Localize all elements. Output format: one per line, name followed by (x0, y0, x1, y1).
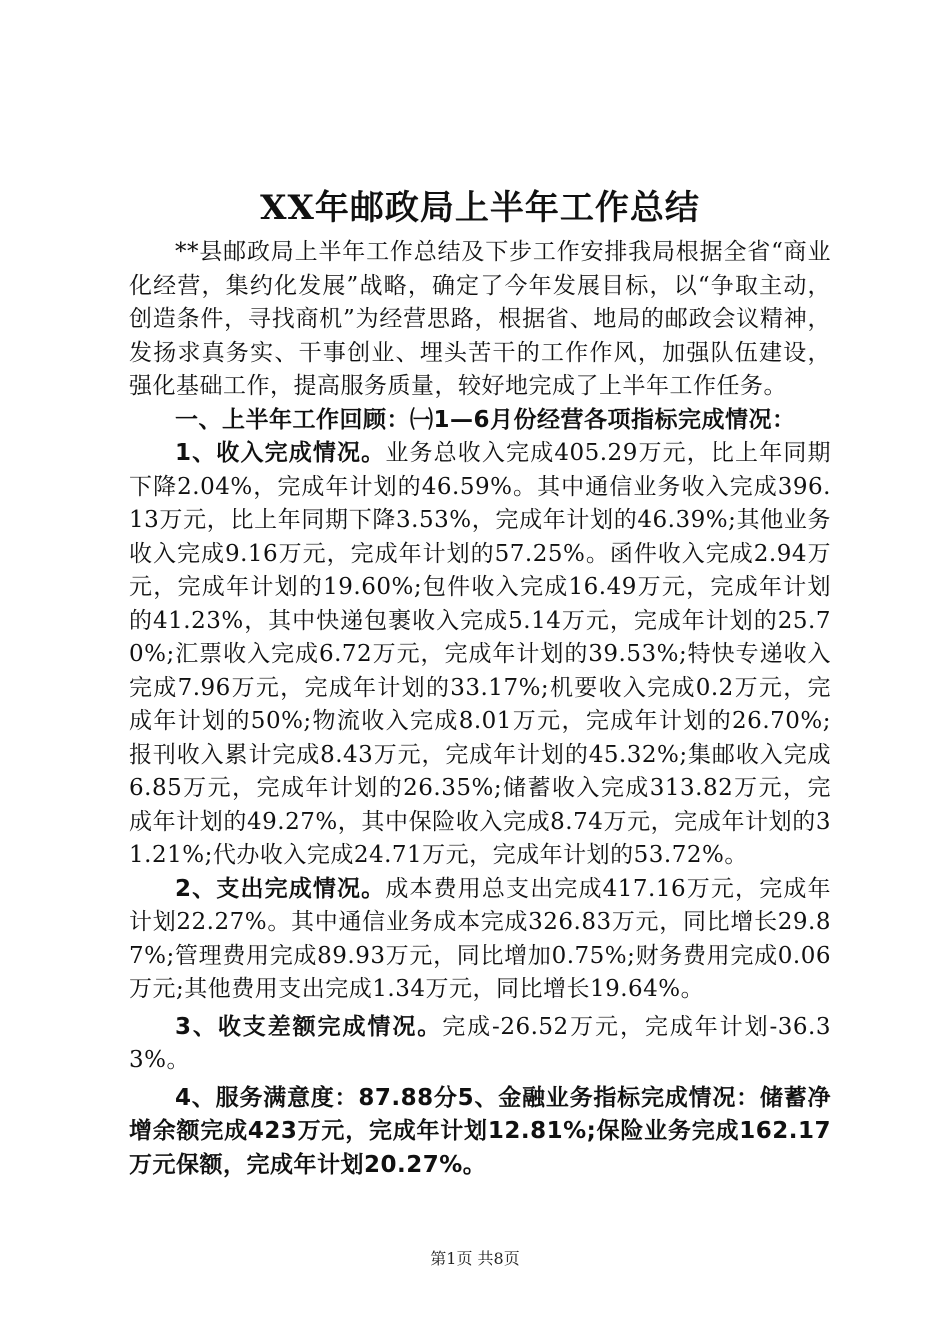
expense-paragraph (129, 873, 831, 1007)
document-page (129, 0, 831, 1344)
intro-paragraph: **县邮政局上半年工作总结及下步工作安排我局根据全省“商业化经营，集约化发展”战略，确定了今年发展目标，以“争取主动，创造条件，寻找商机”为经营思路，根据省、地局的邮政会议精神，发扬求真务实、干事创业、埋头苦干的工作作风，加强队伍建设，强化基础工作，提高服务质量，较好地完成了上半年工作任务。 (129, 239, 831, 399)
income-paragraph (129, 437, 831, 873)
balance-paragraph (129, 1011, 831, 1078)
expense-label: 2、支出完成情况。 (175, 875, 386, 902)
document-body (129, 236, 831, 1182)
balance-label: 3、收支差额完成情况。 (175, 1013, 443, 1040)
page-footer: 第1页 共8页 (430, 1249, 520, 1268)
document-title: XX年邮政局上半年工作总结 (260, 188, 700, 228)
balance-text: 完成-26.52万元，完成年计划-36.33%。 (129, 1013, 831, 1073)
section-heading: 一、上半年工作回顾：㈠1—6月份经营各项指标完成情况： (175, 406, 796, 433)
expense-text: 成本费用总支出完成417.16万元，完成年计划22.27%。其中通信业务成本完成326.83万元，同比增长29.87%;管理费用完成89.93万元，同比增加0.75%;财务费用完成0.06万元;其他费用支出完成1.34万元，同比增长19.64%。 (129, 875, 831, 1002)
income-label: 1、收入完成情况。 (175, 440, 386, 466)
satisfaction-paragraph: 4、服务满意度：87.88分5、金融业务指标完成情况：储蓄净增余额完成423万元，完成年计划12.81%;保险业务完成162.17万元保额，完成年计划20.27%。 (129, 1084, 831, 1178)
income-text: 业务总收入完成405.29万元，比上年同期下降2.04%，完成年计划的46.59%。其中通信业务收入完成396.13万元，比上年同期下降3.53%，完成年计划的46.39%;其他业务收入完成9.16万元，完成年计划的57.25%。函件收入完成2.94万元，完成年计划的19.60%;包件收入完成16.49万元，完成年计划的41.23%，其中快递包裹收入完成5.14万元，完成年计划的25.70%;汇票收入完成6.72万元，完成年计划的39.53%;特快专递收入完成7.96万元，完成年计划的33.17%;机要收入完成0.2万元，完成年计划的50%;物流收入完成8.01万元，完成年计划的26.70%;报刊收入累计完成8.43万元，完成年计划的45.32%;集邮收入完成6.85万元，完成年计划的26.35%;储蓄收入完成313.82万元，完成年计划的49.27%，其中保险收入完成8.74万元，完成年计划的31.21%;代办收入完成24.71万元，完成年计划的53.72%。 (129, 440, 831, 868)
